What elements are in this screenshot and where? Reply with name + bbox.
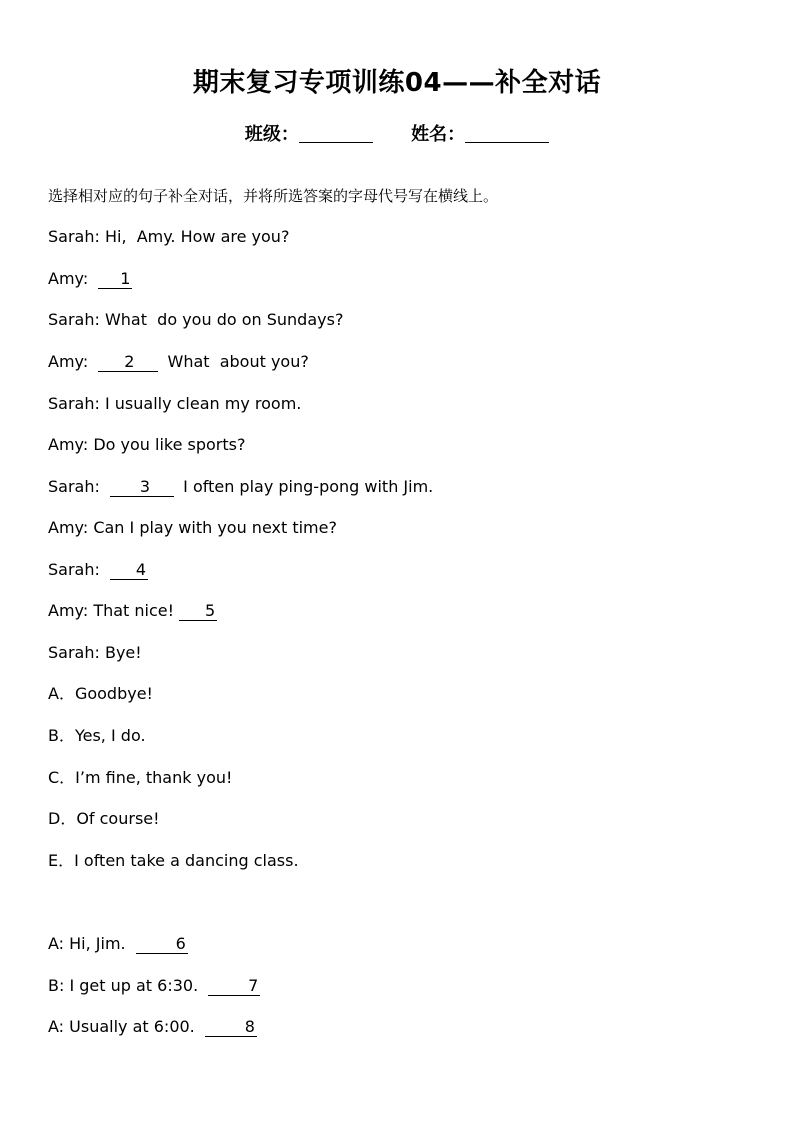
dialogue-line [48, 1017, 261, 1037]
option-a: A．Goodbye! [48, 684, 153, 703]
dialogue-line [48, 934, 192, 954]
dialogue-line: Sarah: Hi, Amy. How are you? [48, 227, 290, 246]
speaker-text: Sarah: [48, 560, 100, 579]
answer-blank-8[interactable]: 8 [205, 1018, 257, 1037]
speaker-text: Amy: [48, 269, 89, 288]
dialogue-line: Amy: Do you like sports? [48, 435, 246, 454]
speaker-text: A: Usually at 6:00. [48, 1017, 195, 1036]
answer-blank-5[interactable]: 5 [179, 602, 217, 621]
dialogue-line: Sarah: I usually clean my room. [48, 394, 302, 413]
student-info-row [0, 120, 794, 146]
speaker-text: A: Hi, Jim. [48, 934, 126, 953]
dialogue-line [48, 352, 309, 372]
answer-blank-3[interactable]: 3 [110, 478, 174, 497]
answer-blank-6[interactable]: 6 [136, 935, 188, 954]
dialogue-line [48, 976, 264, 996]
name-label: 姓名： [411, 124, 466, 145]
speaker-text: Amy: [48, 352, 89, 371]
option-b: B．Yes, I do. [48, 726, 146, 745]
option-d: D．Of course! [48, 809, 160, 828]
instruction-text: 选择相对应的句子补全对话，并将所选答案的字母代号写在横线上。 [48, 187, 499, 205]
class-label: 班级： [244, 124, 299, 145]
speaker-text: What about you? [167, 352, 309, 371]
answer-blank-1[interactable]: 1 [98, 270, 132, 289]
answer-blank-4[interactable]: 4 [110, 561, 148, 580]
dialogue-line [48, 601, 221, 621]
speaker-text: B: I get up at 6:30. [48, 976, 199, 995]
dialogue-line [48, 269, 136, 289]
dialogue-line [48, 477, 433, 497]
class-blank[interactable] [299, 124, 373, 143]
dialogue-line: Sarah: Bye! [48, 643, 142, 662]
name-blank[interactable] [465, 124, 549, 143]
speaker-text: I often play ping-pong with Jim. [183, 477, 434, 496]
answer-blank-7[interactable]: 7 [208, 977, 260, 996]
page-title: 期末复习专项训练04——补全对话 [192, 68, 602, 98]
name-field [411, 120, 549, 146]
speaker-text: Sarah: [48, 477, 100, 496]
option-e: E．I often take a dancing class. [48, 851, 299, 870]
dialogue-line: Amy: Can I play with you next time? [48, 518, 337, 537]
speaker-text: Amy: That nice! [48, 601, 175, 620]
class-field [245, 120, 373, 146]
answer-blank-2[interactable]: 2 [98, 353, 158, 372]
dialogue-line: Sarah: What do you do on Sundays? [48, 310, 344, 329]
dialogue-line [48, 560, 152, 580]
option-c: C．I’m fine, thank you! [48, 768, 233, 787]
